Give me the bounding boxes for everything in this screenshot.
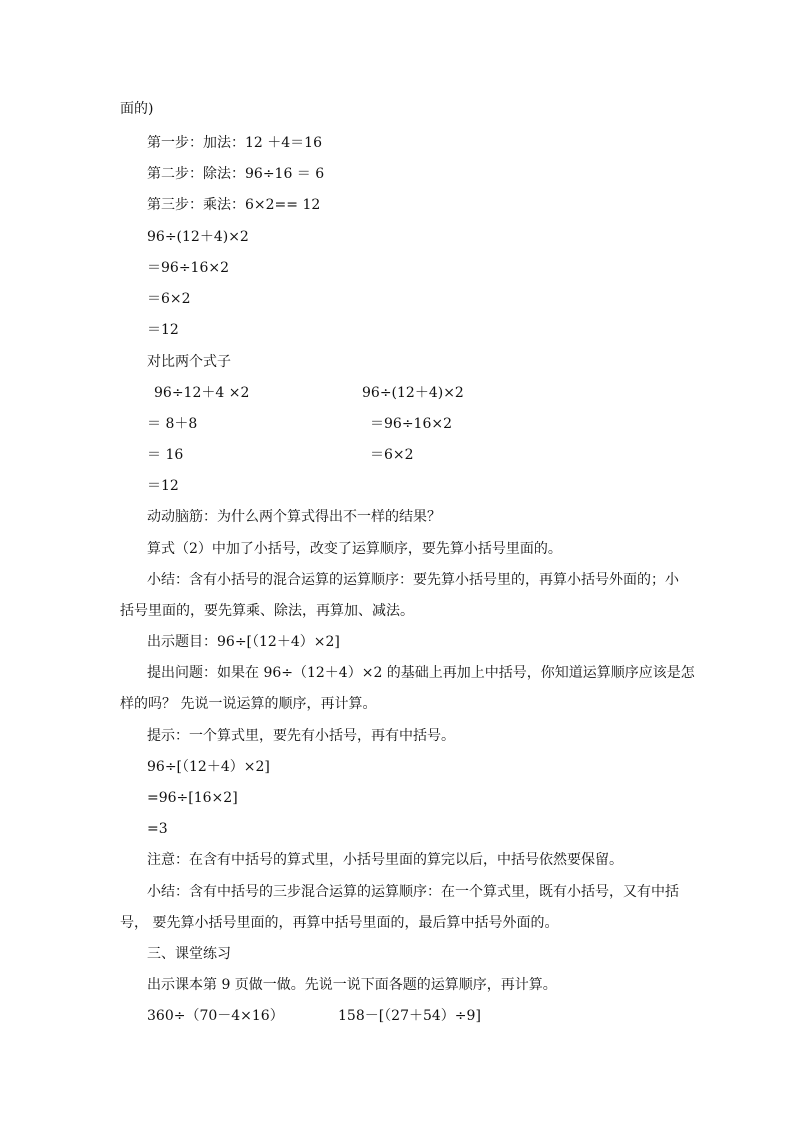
- text-line: 第二步：除法：96÷16 ＝ 6: [147, 166, 325, 182]
- text-line: 提示：一个算式里，要先有小括号，再有中括号。: [147, 728, 455, 744]
- text-line: 96÷(12＋4)×2: [147, 229, 249, 245]
- text-line: 96÷[（12＋4）×2]: [147, 759, 270, 775]
- text-line: 号， 要先算小括号里面的，再算中括号里面的，最后算中括号外面的。: [120, 915, 559, 931]
- text-line: ＝6×2: [147, 291, 191, 307]
- exercise-question-1: 360÷（70－4×16）: [147, 1008, 284, 1024]
- compare-right-line-3: ＝6×2: [370, 447, 414, 463]
- text-line: 第一步：加法：12 ＋4＝16: [147, 135, 322, 151]
- text-line: 注意：在含有中括号的算式里，小括号里面的算完以后，中括号依然要保留。: [147, 852, 623, 868]
- compare-left-line-3: ＝ 16: [147, 447, 184, 463]
- text-line: ＝12: [147, 322, 179, 338]
- text-line: 括号里面的，要先算乘、除法，再算加、减法。: [120, 603, 414, 619]
- text-line: ＝12: [147, 478, 179, 494]
- exercise-question-2: 158－[（27＋54）÷9]: [338, 1008, 481, 1024]
- compare-right-line-2: ＝96÷16×2: [370, 416, 452, 432]
- text-line: 算式（2）中加了小括号，改变了运算顺序，要先算小括号里面的。: [147, 541, 562, 557]
- text-line: 小结：含有小括号的混合运算的运算顺序：要先算小括号里的，再算小括号外面的；小: [147, 572, 679, 588]
- text-line: 对比两个式子: [147, 354, 231, 370]
- compare-left-line-1: 96÷12＋4 ×2: [154, 385, 250, 401]
- text-line: =3: [147, 821, 168, 837]
- text-line: 出示题目：96÷[（12＋4）×2]: [147, 634, 340, 650]
- text-line: 提出问题：如果在 96÷（12＋4）×2 的基础上再加上中括号，你知道运算顺序应该是怎: [147, 665, 695, 681]
- text-line: ＝96÷16×2: [147, 260, 229, 276]
- text-line: =96÷[16×2]: [147, 790, 238, 806]
- compare-left-line-2: ＝ 8＋8: [147, 416, 198, 432]
- text-line: 第三步：乘法：6×2== 12: [147, 197, 321, 213]
- text-line: 三、课堂练习: [147, 946, 231, 962]
- text-line: 动动脑筋：为什么两个算式得出不一样的结果？: [147, 509, 441, 525]
- text-line: 样的吗？ 先说一说运算的顺序，再计算。: [120, 696, 377, 712]
- compare-right-line-1: 96÷(12＋4)×2: [362, 385, 464, 401]
- text-line: 面的): [120, 101, 154, 117]
- text-line: 小结：含有中括号的三步混合运算的运算顺序：在一个算式里，既有小括号，又有中括: [147, 884, 679, 900]
- text-line: 出示课本第 9 页做一做。先说一说下面各题的运算顺序，再计算。: [147, 977, 557, 993]
